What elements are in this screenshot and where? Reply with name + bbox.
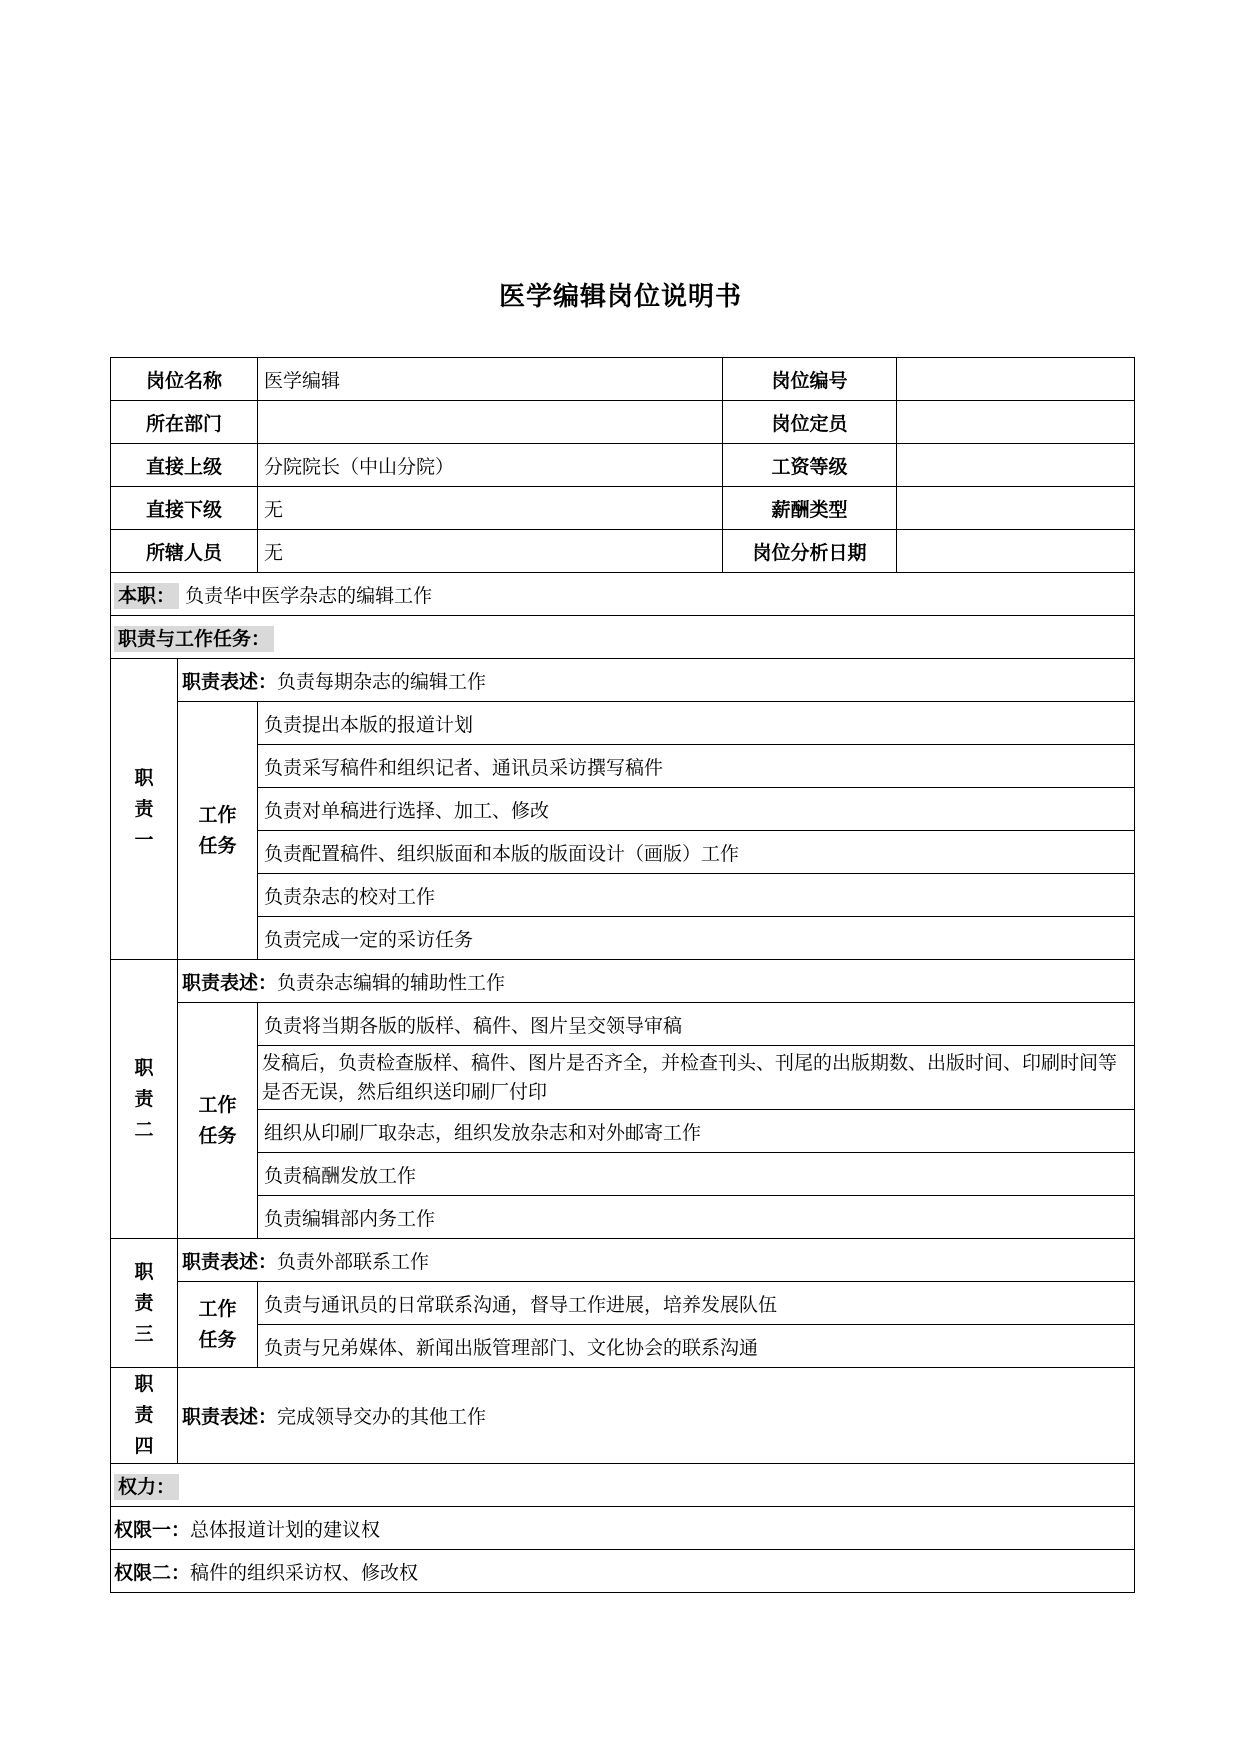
task-row bbox=[111, 874, 1135, 917]
duties-header-row bbox=[111, 616, 1135, 659]
main-duty-cell bbox=[111, 573, 1135, 616]
info-label: 岗位分析日期 bbox=[723, 530, 897, 573]
task-label-cell bbox=[178, 702, 258, 960]
info-row bbox=[111, 401, 1135, 444]
job-description-table bbox=[110, 357, 1135, 1593]
task-item: 负责对单稿进行选择、加工、修改 bbox=[258, 788, 1135, 831]
info-value: 无 bbox=[258, 530, 723, 573]
statement-label: 职责表述： bbox=[182, 670, 278, 693]
power-label: 权限二： bbox=[114, 1561, 191, 1584]
task-row bbox=[111, 1003, 1135, 1046]
duty-name-cell bbox=[111, 659, 178, 960]
info-value: 医学编辑 bbox=[258, 358, 723, 401]
info-label: 直接下级 bbox=[111, 487, 258, 530]
info-value bbox=[897, 530, 1135, 573]
task-label: 任务 bbox=[198, 1124, 237, 1147]
task-row bbox=[111, 745, 1135, 788]
duty-statement-cell bbox=[178, 1239, 1135, 1282]
info-value: 无 bbox=[258, 487, 723, 530]
info-label: 直接上级 bbox=[111, 444, 258, 487]
duties-header-cell bbox=[111, 616, 1135, 659]
task-row bbox=[111, 831, 1135, 874]
info-value bbox=[897, 487, 1135, 530]
task-label: 工作 bbox=[198, 1093, 237, 1116]
main-duty-text: 负责华中医学杂志的编辑工作 bbox=[185, 584, 433, 607]
info-value bbox=[897, 358, 1135, 401]
task-item: 负责编辑部内务工作 bbox=[258, 1196, 1135, 1239]
power-cell bbox=[111, 1507, 1135, 1550]
duty-statement-row bbox=[111, 659, 1135, 702]
duty-name-char: 职 bbox=[134, 766, 154, 789]
power-label: 权限一： bbox=[114, 1518, 191, 1541]
task-label: 任务 bbox=[198, 834, 237, 857]
duty-statement: 负责外部联系工作 bbox=[277, 1250, 430, 1273]
task-item: 发稿后，负责检查版样、稿件、图片是否齐全，并检查刊头、刊尾的出版期数、出版时间、印刷时间等是否无误，然后组织送印刷厂付印 bbox=[258, 1046, 1135, 1110]
duty-statement: 负责每期杂志的编辑工作 bbox=[277, 670, 487, 693]
duty-name-char: 职 bbox=[134, 1056, 154, 1079]
page-title: 医学编辑岗位说明书 bbox=[498, 282, 742, 312]
info-value bbox=[258, 401, 723, 444]
info-row bbox=[111, 530, 1135, 573]
task-item: 负责采写稿件和组织记者、通讯员采访撰写稿件 bbox=[258, 745, 1135, 788]
duty-name-char: 责 bbox=[134, 797, 154, 820]
main-duty-label: 本职： bbox=[114, 583, 179, 609]
task-row bbox=[111, 1153, 1135, 1196]
info-label: 岗位定员 bbox=[723, 401, 897, 444]
task-item: 负责将当期各版的版样、稿件、图片呈交领导审稿 bbox=[258, 1003, 1135, 1046]
task-item: 负责稿酬发放工作 bbox=[258, 1153, 1135, 1196]
info-label: 所辖人员 bbox=[111, 530, 258, 573]
main-duty-row bbox=[111, 573, 1135, 616]
task-item: 负责提出本版的报道计划 bbox=[258, 702, 1135, 745]
duty-statement: 负责杂志编辑的辅助性工作 bbox=[277, 971, 506, 994]
duty-name-char: 职 bbox=[134, 1373, 154, 1395]
info-label: 岗位名称 bbox=[111, 358, 258, 401]
statement-label: 职责表述： bbox=[182, 1406, 278, 1428]
task-label: 工作 bbox=[198, 1297, 237, 1320]
powers-label: 权力： bbox=[114, 1474, 179, 1500]
info-row bbox=[111, 487, 1135, 530]
power-row bbox=[111, 1550, 1135, 1593]
power-row bbox=[111, 1507, 1135, 1550]
info-label: 所在部门 bbox=[111, 401, 258, 444]
task-label: 任务 bbox=[198, 1328, 237, 1351]
task-row bbox=[111, 788, 1135, 831]
duty-name-char: 责 bbox=[134, 1291, 154, 1314]
statement-label: 职责表述： bbox=[182, 1250, 278, 1273]
info-label: 工资等级 bbox=[723, 444, 897, 487]
duty-statement-row bbox=[111, 960, 1135, 1003]
duties-header: 职责与工作任务： bbox=[114, 626, 274, 652]
task-label-cell bbox=[178, 1003, 258, 1239]
task-row bbox=[111, 1196, 1135, 1239]
duty-name-char: 三 bbox=[134, 1322, 154, 1345]
task-label: 工作 bbox=[198, 803, 237, 826]
task-row bbox=[111, 1110, 1135, 1153]
task-item: 组织从印刷厂取杂志，组织发放杂志和对外邮寄工作 bbox=[258, 1110, 1135, 1153]
duty-name-char: 四 bbox=[134, 1435, 154, 1457]
duty-statement-cell bbox=[178, 1368, 1135, 1464]
power-text: 总体报道计划的建议权 bbox=[190, 1518, 381, 1541]
task-item: 负责配置稿件、组织版面和本版的版面设计（画版）工作 bbox=[258, 831, 1135, 874]
task-item: 负责杂志的校对工作 bbox=[258, 874, 1135, 917]
info-row bbox=[111, 358, 1135, 401]
duty-statement-cell bbox=[178, 960, 1135, 1003]
duty-statement: 完成领导交办的其他工作 bbox=[277, 1406, 487, 1428]
statement-label: 职责表述： bbox=[182, 971, 278, 994]
duty-name-cell bbox=[111, 1368, 178, 1464]
task-label-cell bbox=[178, 1282, 258, 1368]
duty-statement-cell bbox=[178, 659, 1135, 702]
powers-header-cell bbox=[111, 1464, 1135, 1507]
power-cell bbox=[111, 1550, 1135, 1593]
task-row bbox=[111, 702, 1135, 745]
task-item: 负责与通讯员的日常联系沟通，督导工作进展，培养发展队伍 bbox=[258, 1282, 1135, 1325]
duty-name-char: 职 bbox=[134, 1260, 154, 1283]
duty-statement-row bbox=[111, 1239, 1135, 1282]
task-row bbox=[111, 1282, 1135, 1325]
info-label: 岗位编号 bbox=[723, 358, 897, 401]
duty-statement-row bbox=[111, 1368, 1135, 1464]
duty-name-char: 一 bbox=[134, 828, 154, 851]
duty-name-char: 责 bbox=[134, 1087, 154, 1110]
powers-header-row bbox=[111, 1464, 1135, 1507]
task-row bbox=[111, 1325, 1135, 1368]
task-row bbox=[111, 1046, 1135, 1110]
power-text: 稿件的组织采访权、修改权 bbox=[190, 1561, 419, 1584]
task-item: 负责完成一定的采访任务 bbox=[258, 917, 1135, 960]
info-value bbox=[897, 401, 1135, 444]
duty-name-char: 责 bbox=[134, 1404, 154, 1426]
task-item: 负责与兄弟媒体、新闻出版管理部门、文化协会的联系沟通 bbox=[258, 1325, 1135, 1368]
duty-name-cell bbox=[111, 1239, 178, 1368]
task-row bbox=[111, 917, 1135, 960]
info-value bbox=[897, 444, 1135, 487]
duty-name-cell bbox=[111, 960, 178, 1239]
duty-name-char: 二 bbox=[134, 1118, 154, 1141]
info-value: 分院院长（中山分院） bbox=[258, 444, 723, 487]
info-row bbox=[111, 444, 1135, 487]
info-label: 薪酬类型 bbox=[723, 487, 897, 530]
